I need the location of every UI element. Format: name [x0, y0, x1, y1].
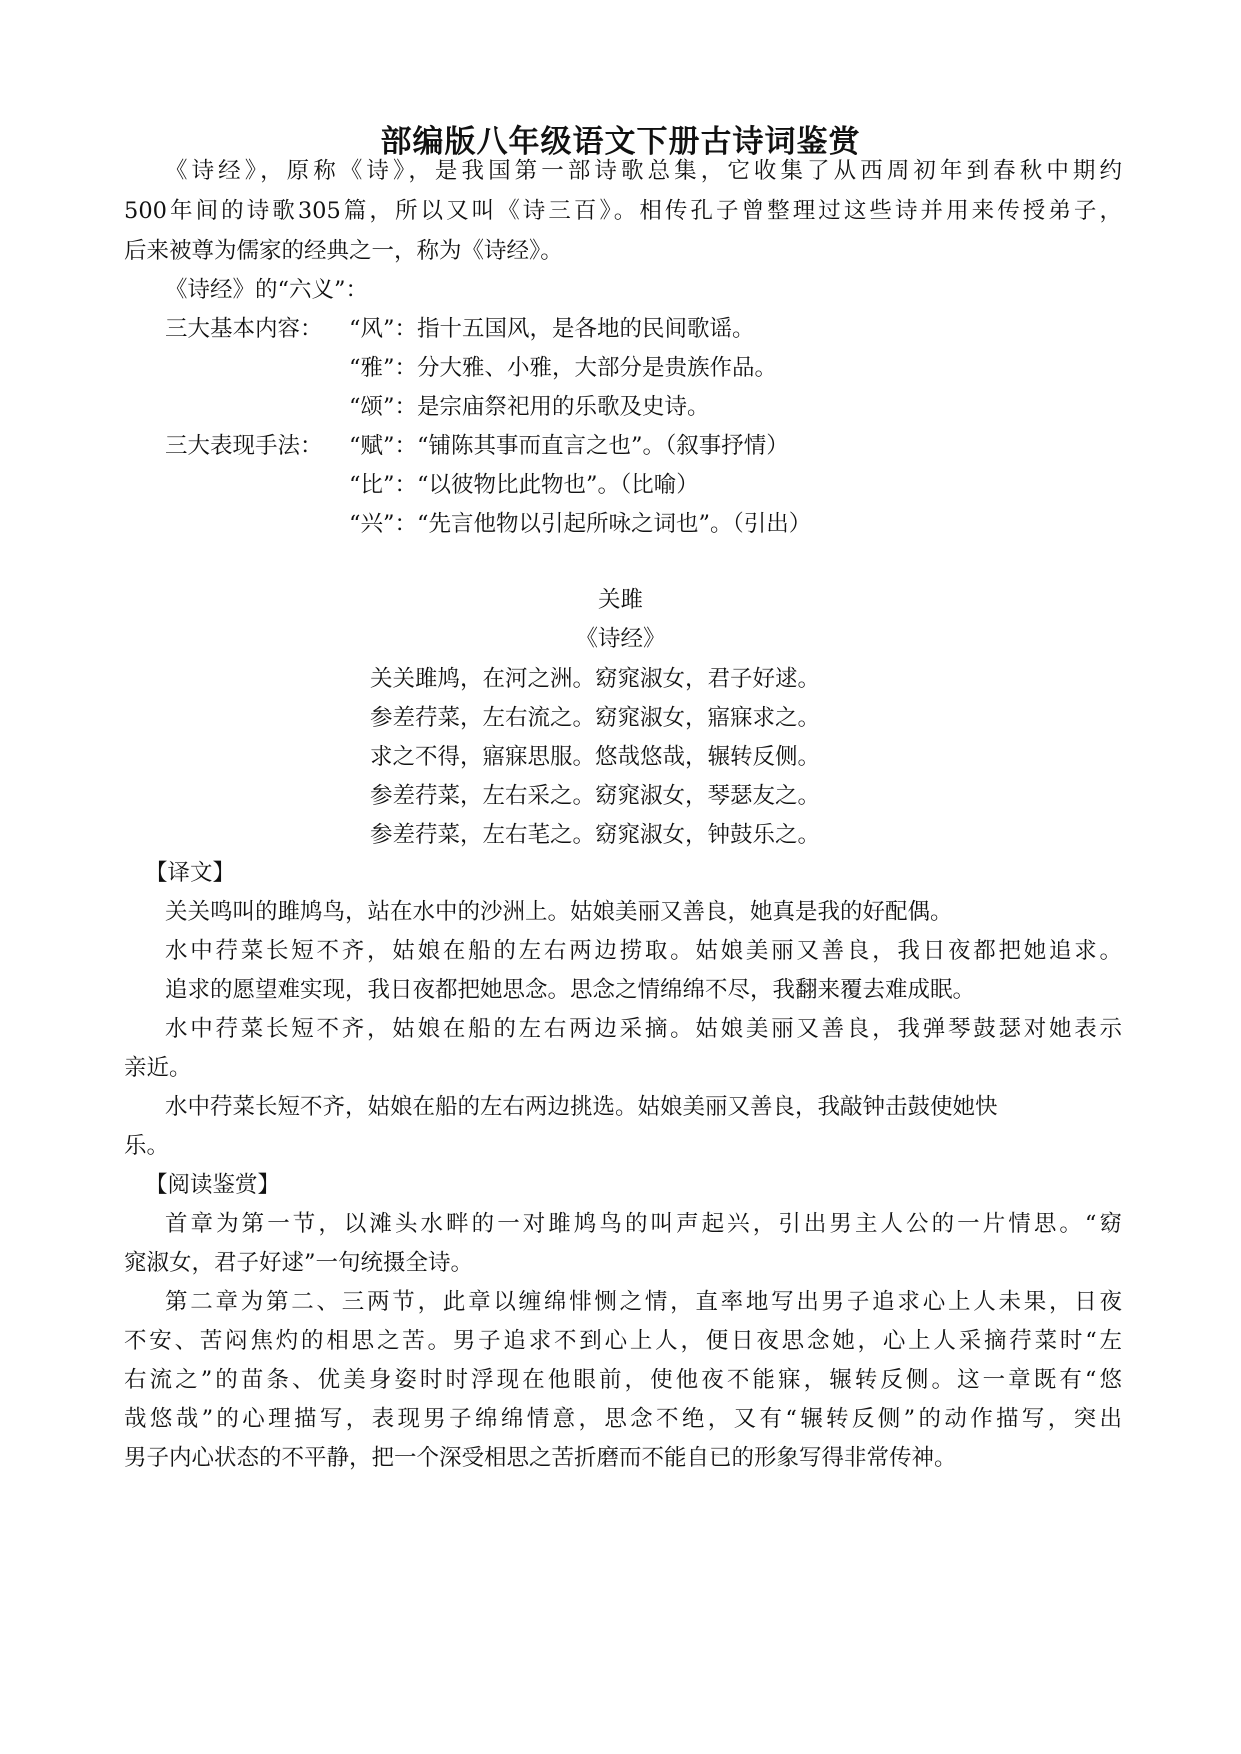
- intro-line-2: 500年间的诗歌305篇，所以又叫《诗三百》。相传孔子曾整理过这些诗并用来传授弟子，: [124, 198, 1122, 224]
- appreciation-line-3: 第二章为第二、三两节，此章以缠绵悱恻之情，直率地写出男子追求心上人未果，日夜: [165, 1289, 1122, 1315]
- method-xing: “兴”：“先言他物以引起所咏之词也”。（引出）: [349, 511, 812, 537]
- translation-heading: 【译文】: [145, 860, 236, 886]
- poem-title: 关雎: [597, 587, 643, 613]
- appreciation-line-4: 不安、苦闷焦灼的相思之苦。男子追求不到心上人，便日夜思念她，心上人采摘荇菜时“左: [124, 1328, 1122, 1354]
- translation-line-1: 关关鸣叫的雎鸠鸟，站在水中的沙洲上。姑娘美丽又善良，她真是我的好配偶。: [165, 899, 953, 925]
- intro-line-3: 后来被尊为儒家的经典之一，称为《诗经》。: [124, 238, 563, 264]
- translation-line-4: 水中荇菜长短不齐，姑娘在船的左右两边采摘。姑娘美丽又善良，我弹琴鼓瑟对她表示: [165, 1016, 1122, 1042]
- content-label: 三大基本内容：: [165, 316, 323, 342]
- content-feng: “风”：指十五国风，是各地的民间歌谣。: [349, 316, 755, 342]
- translation-line-2: 水中荇菜长短不齐，姑娘在船的左右两边捞取。姑娘美丽又善良，我日夜都把她追求。: [165, 938, 1122, 964]
- poem-line-3: 求之不得，寤寐思服。悠哉悠哉，辗转反侧。: [370, 744, 821, 770]
- poem-source: 《诗经》: [575, 626, 666, 652]
- document-title: 部编版八年级语文下册古诗词鉴赏: [380, 124, 861, 160]
- translation-line-5: 亲近。: [124, 1055, 192, 1081]
- appreciation-line-2: 窕淑女，君子好逑”一句统摄全诗。: [124, 1250, 474, 1276]
- translation-line-6: 水中荇菜长短不齐，姑娘在船的左右两边挑选。姑娘美丽又善良，我敲钟击鼓使她快: [165, 1094, 998, 1120]
- poem-line-2: 参差荇菜，左右流之。窈窕淑女，寤寐求之。: [370, 705, 821, 731]
- appreciation-line-5: 右流之”的苗条、优美身姿时时浮现在他眼前，使他夜不能寐，辗转反侧。这一章既有“悠: [124, 1367, 1122, 1393]
- translation-line-3: 追求的愿望难实现，我日夜都把她思念。思念之情绵绵不尽，我翻来覆去难成眠。: [165, 977, 976, 1003]
- appreciation-heading: 【阅读鉴赏】: [145, 1172, 281, 1198]
- poem-line-4: 参差荇菜，左右采之。窈窕淑女，琴瑟友之。: [370, 783, 821, 809]
- translation-line-7: 乐。: [124, 1133, 170, 1159]
- intro-line-1: 《诗经》，原称《诗》，是我国第一部诗歌总集，它收集了从西周初年到春秋中期约: [165, 158, 1122, 184]
- poem-line-1: 关关雎鸠，在河之洲。窈窕淑女，君子好逑。: [370, 666, 821, 692]
- liuyi-heading: 《诗经》的“六义”：: [165, 277, 369, 303]
- method-bi: “比”：“以彼物比此物也”。（比喻）: [349, 472, 699, 498]
- method-label: 三大表现手法：: [165, 433, 323, 459]
- appreciation-line-1: 首章为第一节，以滩头水畔的一对雎鸠鸟的叫声起兴，引出男主人公的一片情思。“窈: [165, 1211, 1122, 1237]
- poem-line-5: 参差荇菜，左右芼之。窈窕淑女，钟鼓乐之。: [370, 822, 821, 848]
- method-fu: “赋”：“铺陈其事而直言之也”。（叙事抒情）: [349, 433, 789, 459]
- appreciation-line-7: 男子内心状态的不平静，把一个深受相思之苦折磨而不能自已的形象写得非常传神。: [124, 1445, 957, 1471]
- appreciation-line-6: 哉悠哉”的心理描写，表现男子绵绵情意，思念不绝，又有“辗转反侧”的动作描写，突出: [124, 1406, 1122, 1432]
- content-ya: “雅”：分大雅、小雅，大部分是贵族作品。: [349, 355, 778, 381]
- content-song: “颂”：是宗庙祭祀用的乐歌及史诗。: [349, 394, 710, 420]
